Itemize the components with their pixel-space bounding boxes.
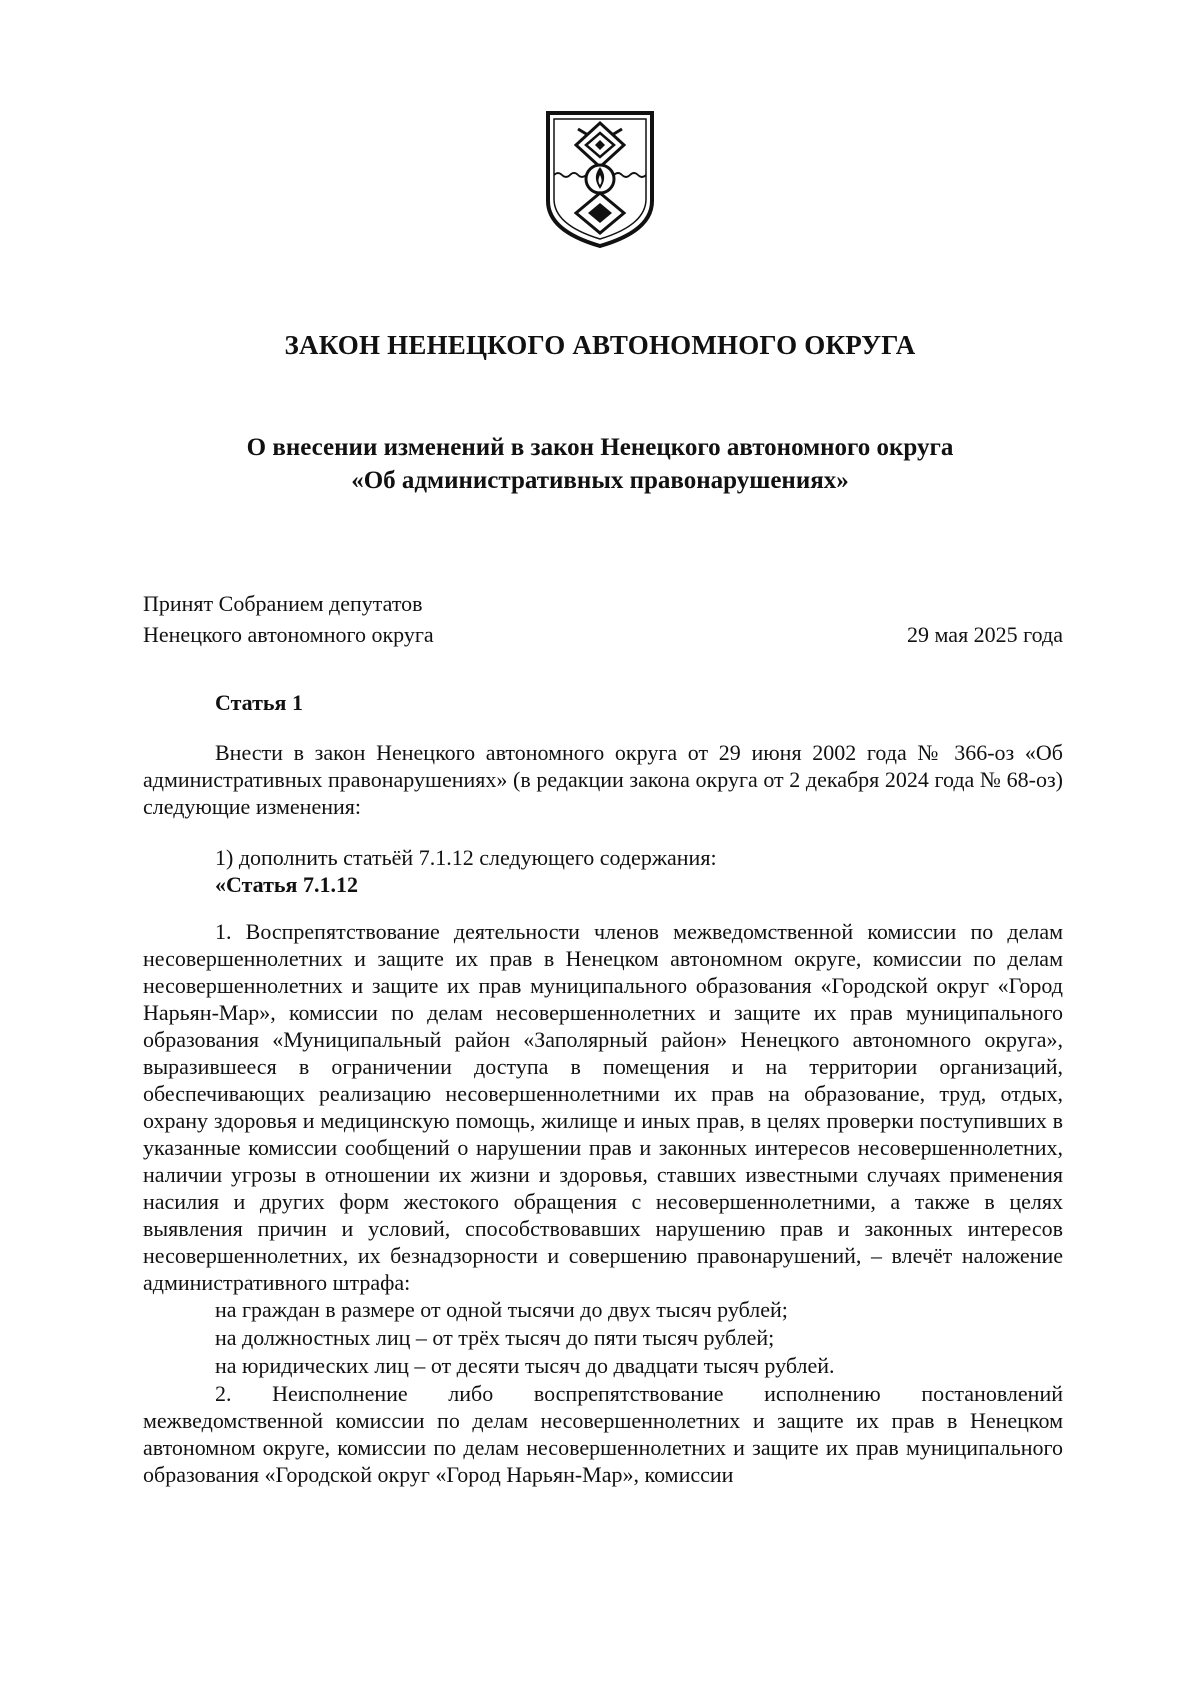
paragraph-1: 1. Воспрепятствование деятельности членов межведомственной комиссии по делам несовершеннолетних и защите их прав в Ненецком автономном округе, комиссии по делам несовершеннолетних и защите их прав муниципального образования «Городской округ «Город Нарьян-Мар», комиссии по делам несовершеннолетних и защите их прав муниципального образования «Муниципальный район «Заполярный район» Ненецкого автономного округа», выразившееся в ограничении доступа в помещения и на территории организаций, обеспечивающих реализацию несовершеннолетними их прав на образование, труд, отдых, охрану здоровья и медицинскую помощь, жилище и иных прав, в целях проверки поступивших в указанные комиссии сообщений о нарушении прав и законных интересов несовершеннолетних, наличии угрозы в отношении их жизни и здоровья, ставших известными случаях применения насилия и других форм жестокого обращения с несовершеннолетними, а также в целях выявления причин и условий, способствовавших нарушению прав и законных интересов несовершеннолетних, их безнадзорности и совершению правонарушений, – влечёт наложение административного штрафа:: [143, 919, 1063, 1295]
adopted-by: [143, 588, 434, 650]
fine-citizens: на граждан в размере от одной тысячи до двух тысяч рублей;: [215, 1297, 788, 1322]
adopted-line-1: Принят Собранием депутатов: [143, 591, 423, 616]
document-subtitle: [0, 431, 1200, 497]
fine-legal-entities: на юридических лиц – от десяти тысяч до двадцати тысяч рублей.: [215, 1353, 835, 1378]
new-article-heading: «Статья 7.1.12: [215, 872, 358, 897]
adopted-line-2: Ненецкого автономного округа: [143, 622, 434, 647]
subtitle-line-1: О внесении изменений в закон Ненецкого автономного округа: [246, 434, 954, 461]
coat-of-arms-icon: [544, 109, 656, 249]
intro-paragraph: Внести в закон Ненецкого автономного округа от 29 июня 2002 года № 366-оз «Об административных правонарушениях» (в редакции закона округа от 2 декабря 2024 года № 68-оз) следующие изменения:: [143, 740, 1063, 819]
item-1: 1) дополнить статьёй 7.1.12 следующего содержания:: [215, 845, 717, 870]
fine-officials: на должностных лиц – от трёх тысяч до пяти тысяч рублей;: [215, 1325, 775, 1350]
document-title: ЗАКОН НЕНЕЦКОГО АВТОНОМНОГО ОКРУГА: [284, 330, 916, 360]
paragraph-2: 2. Неисполнение либо воспрепятствование исполнению постановлений межведомственной комиссии по делам несовершеннолетних и защите их прав в Ненецком автономном округе, комиссии по делам несовершеннолетних и защите их прав муниципального образования «Городской округ «Город Нарьян-Мар», комиссии: [143, 1381, 1063, 1487]
document-body: [143, 689, 1063, 1488]
article-heading: Статья 1: [215, 690, 303, 715]
subtitle-line-2: «Об административных правонарушениях»: [351, 467, 849, 494]
adoption-date: 29 мая 2025 года: [907, 622, 1063, 647]
